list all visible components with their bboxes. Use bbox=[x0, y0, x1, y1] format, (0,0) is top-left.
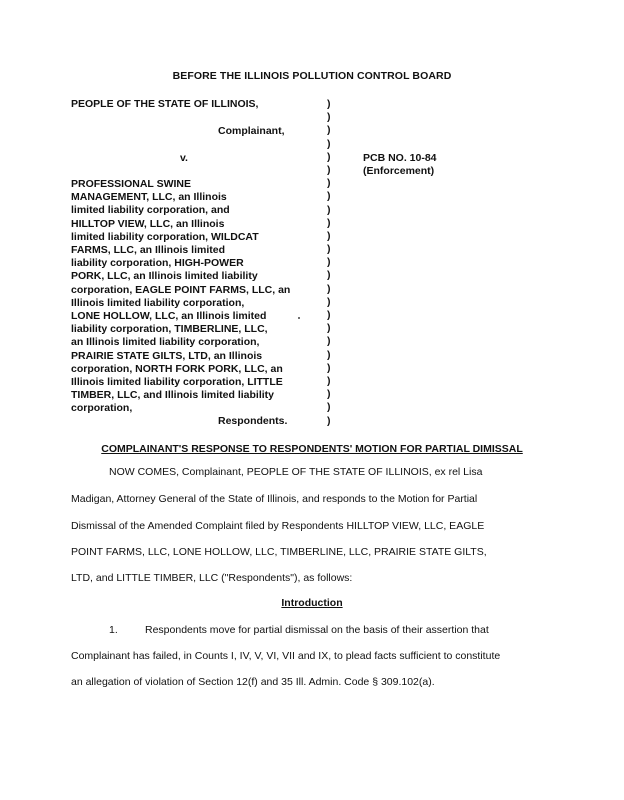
caption-respondent-line: LONE HOLLOW, LLC, an Illinois limited bbox=[71, 310, 267, 323]
caption-respondent-line: limited liability corporation, and bbox=[71, 204, 230, 217]
case-type: (Enforcement) bbox=[363, 165, 435, 178]
scan-speck bbox=[298, 317, 300, 319]
caption-respondent-line: Illinois limited liability corporation, LITTLE bbox=[71, 376, 283, 389]
caption-paren: ) bbox=[327, 348, 331, 361]
caption-respondent-line: TIMBER, LLC, and Illinois limited liability bbox=[71, 389, 275, 402]
case-number-block bbox=[363, 152, 437, 178]
caption-paren: ) bbox=[327, 203, 331, 216]
caption-paren: ) bbox=[327, 414, 331, 427]
paragraph-1-number: 1. bbox=[109, 624, 118, 636]
caption-versus: v. bbox=[180, 152, 188, 164]
paragraph-1-line-2: Complainant has failed, in Counts I, IV, V, VI, VII and IX, to plead facts sufficient to constitute bbox=[71, 650, 501, 662]
caption-respondent-line: FARMS, LLC, an Illinois limited bbox=[71, 244, 226, 257]
caption-respondents bbox=[71, 178, 290, 416]
caption-paren: ) bbox=[327, 401, 331, 414]
caption-respondent-line: liability corporation, TIMBERLINE, LLC, bbox=[71, 323, 268, 336]
caption-paren: ) bbox=[327, 361, 331, 374]
caption-paren: ) bbox=[327, 295, 331, 308]
caption-respondents-role: Respondents. bbox=[218, 415, 288, 427]
caption-paren: ) bbox=[327, 177, 331, 190]
caption-paren: ) bbox=[327, 374, 331, 387]
caption-paren: ) bbox=[327, 335, 331, 348]
intro-line-3: Dismissal of the Amended Complaint filed by Respondents HILLTOP VIEW, LLC, EAGLE bbox=[71, 520, 485, 532]
caption-respondent-line: Illinois limited liability corporation, bbox=[71, 296, 245, 309]
caption-paren: ) bbox=[327, 309, 331, 321]
caption-respondent-line: corporation, NORTH FORK PORK, LLC, an bbox=[71, 362, 283, 375]
caption-respondent-line: an Illinois limited liability corporation, bbox=[71, 336, 260, 349]
caption-paren: ) bbox=[327, 137, 331, 150]
caption-paren: ) bbox=[327, 388, 331, 401]
caption-paren-column bbox=[327, 98, 331, 428]
caption-paren: ) bbox=[327, 216, 331, 229]
caption-respondent-line: PROFESSIONAL SWINE bbox=[71, 178, 191, 190]
section-heading-introduction: Introduction bbox=[281, 597, 343, 609]
caption-paren: ) bbox=[327, 269, 331, 282]
caption-respondent-line: corporation, EAGLE POINT FARMS, LLC, an bbox=[71, 283, 291, 296]
caption-respondent-line: liability corporation, HIGH-POWER bbox=[71, 257, 244, 270]
caption-paren: ) bbox=[327, 282, 331, 295]
document-title: BEFORE THE ILLINOIS POLLUTION CONTROL BOARD bbox=[172, 70, 452, 82]
caption-paren: ) bbox=[327, 256, 331, 269]
intro-line-5: LTD, and LITTLE TIMBER, LLC ("Respondents"), as follows: bbox=[71, 572, 353, 584]
case-number: PCB NO. 10-84 bbox=[363, 152, 437, 164]
caption-plaintiff: PEOPLE OF THE STATE OF ILLINOIS, bbox=[71, 98, 259, 110]
caption-respondent-line: MANAGEMENT, LLC, an Illinois bbox=[71, 191, 227, 204]
caption-paren: ) bbox=[327, 111, 331, 124]
caption-paren: ) bbox=[327, 322, 331, 335]
caption-respondent-line: PORK, LLC, an Illinois limited liability bbox=[71, 270, 258, 283]
intro-line-1: NOW COMES, Complainant, PEOPLE OF THE STATE OF ILLINOIS, ex rel Lisa bbox=[109, 466, 483, 478]
caption-paren: ) bbox=[327, 98, 331, 110]
paragraph-1-line-1: Respondents move for partial dismissal on the basis of their assertion that bbox=[145, 624, 489, 636]
caption-respondent-line: corporation, bbox=[71, 402, 133, 415]
caption-respondent-line: limited liability corporation, WILDCAT bbox=[71, 230, 259, 243]
paragraph-1-line-3: an allegation of violation of Section 12(f) and 35 Ill. Admin. Code § 309.102(a). bbox=[71, 676, 435, 688]
caption-plaintiff-role: Complainant, bbox=[218, 125, 285, 137]
caption-respondent-line: PRAIRIE STATE GILTS, LTD, an Illinois bbox=[71, 349, 263, 362]
caption-paren: ) bbox=[327, 150, 331, 163]
intro-line-2: Madigan, Attorney General of the State of Illinois, and responds to the Motion for Partial bbox=[71, 493, 478, 505]
caption-respondent-line: HILLTOP VIEW, LLC, an Illinois bbox=[71, 217, 225, 230]
caption-paren: ) bbox=[327, 243, 331, 256]
intro-line-4: POINT FARMS, LLC, LONE HOLLOW, LLC, TIMBERLINE, LLC, PRAIRIE STATE GILTS, bbox=[71, 546, 487, 558]
caption-paren: ) bbox=[327, 124, 331, 137]
caption-paren: ) bbox=[327, 229, 331, 242]
caption-paren: ) bbox=[327, 190, 331, 203]
caption-paren: ) bbox=[327, 163, 331, 176]
motion-heading: COMPLAINANT'S RESPONSE TO RESPONDENTS' MOTION FOR PARTIAL DIMISSAL bbox=[101, 443, 523, 455]
